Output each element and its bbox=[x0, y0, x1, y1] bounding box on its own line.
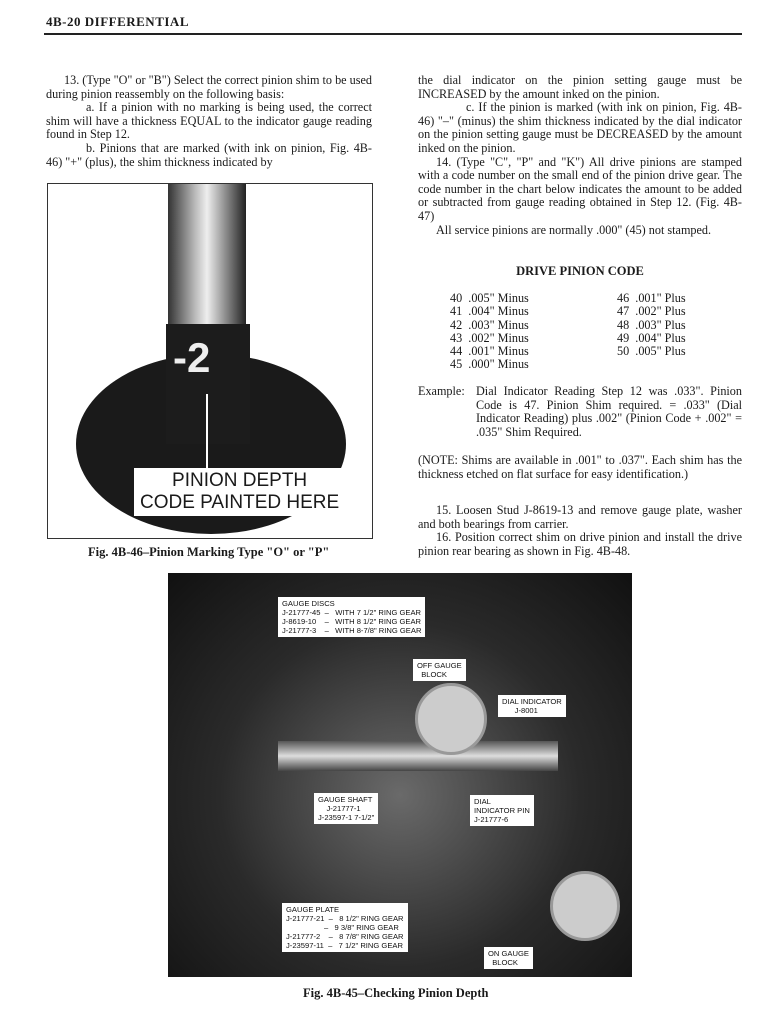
gauge-shaft bbox=[278, 741, 558, 771]
fig-4b-46-photo bbox=[47, 183, 373, 539]
step-13a: a. If a pinion with no marking is being used, the correct shim will have a thickness EQUAL to the indicator gauge reading found in Step 12. bbox=[46, 100, 372, 142]
on-gauge-dial bbox=[550, 871, 620, 941]
example-text: Dial Indicator Reading Step 12 was .033". Pinion Code is 47. Pinion Shim required. = .033" (Dial Indicator Reading) plus .002" (Pinion Code + .002" = .035" Shim Required. bbox=[476, 384, 742, 439]
label-box bbox=[134, 468, 345, 516]
step-14-note: All service pinions are normally .000" (45) not stamped. bbox=[436, 222, 712, 237]
example-label: Example: bbox=[418, 384, 465, 398]
code-row: 42 .003" Minus bbox=[450, 317, 529, 332]
left-column bbox=[46, 74, 372, 169]
code-row: 48 .003" Plus bbox=[617, 317, 686, 332]
step-15: 15. Loosen Stud J-8619-13 and remove gauge plate, washer and both bearings from carrier. bbox=[418, 503, 742, 531]
codes-plus bbox=[617, 292, 686, 358]
page-header: 4B-20 DIFFERENTIAL bbox=[46, 14, 189, 29]
fig-4b-45-photo bbox=[168, 573, 632, 977]
step-13: 13. (Type "O" or "B") Select the correct pinion shim to be used during pinion reassembly on the following basis: bbox=[46, 73, 372, 101]
step-13c: c. If the pinion is marked (with ink on pinion, Fig. 4B-46) "–" (minus) the shim thickness indicated by the dial indicator on the pinion setting gauge must be DECREASED by the amount inked on the pinion. bbox=[418, 100, 742, 155]
fig-4b-45-caption: Fig. 4B-45–Checking Pinion Depth bbox=[303, 986, 489, 1000]
code-row: 45 .000" Minus bbox=[450, 357, 529, 372]
step-16: 16. Position correct shim on drive pinion and install the drive pinion rear bearing as shown in Fig. 4B-48. bbox=[418, 530, 742, 558]
label-line-2: CODE PAINTED HERE bbox=[140, 492, 340, 513]
step-13b: b. Pinions that are marked (with ink on pinion, Fig. 4B-46) "+" (plus), the shim thickness indicated by bbox=[46, 140, 372, 169]
header-rule bbox=[44, 33, 742, 35]
code-row: 44 .001" Minus bbox=[450, 344, 529, 359]
right-column bbox=[418, 74, 742, 237]
label-on-gauge-block: ON GAUGE BLOCK bbox=[484, 947, 533, 969]
step-14: 14. (Type "C", "P" and "K") All drive pinions are stamped with a code number on the small end of the pinion drive gear. The code number in the chart below indicates the amount to be added or subtracted from gauge reading obtained in Step 12. (Fig. 4B-47) bbox=[418, 154, 742, 223]
step-13b-cont: the dial indicator on the pinion setting gauge must be INCREASED by the amount inked on the pinion. bbox=[418, 73, 742, 101]
dial-indicator-gauge bbox=[415, 683, 487, 755]
label-gauge-plate: GAUGE PLATE J-21777-21 – 8 1/2" RING GEAR – 9 3/8" RING GEAR J-21777-2 – 8 7/8" RING GEAR J-23597-11 – 7 1/2" RING GEAR bbox=[282, 903, 408, 952]
shim-note: (NOTE: Shims are available in .001" to .037". Each shim has the thickness etched on flat surface for easy identification.) bbox=[418, 453, 742, 481]
label-off-gauge-block: OFF GAUGE BLOCK bbox=[413, 659, 466, 681]
painted-code: -2 bbox=[173, 334, 211, 381]
steps-15-16 bbox=[418, 504, 742, 558]
label-line-1: PINION DEPTH bbox=[172, 470, 308, 491]
fig-4b-46-caption: Fig. 4B-46–Pinion Marking Type "O" or "P" bbox=[88, 545, 330, 559]
code-row: 50 .005" Plus bbox=[617, 344, 686, 359]
label-gauge-discs: GAUGE DISCS J-21777-45 – WITH 7 1/2" RING GEAR J-8619-10 – WITH 8 1/2" RING GEAR J-21777-3 – WITH 8-7/8" RING GEAR bbox=[278, 597, 425, 637]
label-dial-indicator: DIAL INDICATOR J-8001 bbox=[498, 695, 566, 717]
codes-minus bbox=[450, 292, 529, 372]
label-dial-indicator-pin: DIAL INDICATOR PIN J-21777-6 bbox=[470, 795, 534, 826]
label-gauge-shaft: GAUGE SHAFT J-21777-1 J-23597-1 7-1/2" bbox=[314, 793, 378, 824]
code-row: 40 .005" Minus bbox=[450, 291, 529, 305]
table-title: DRIVE PINION CODE bbox=[516, 264, 644, 278]
code-row: 43 .002" Minus bbox=[450, 330, 529, 345]
code-row: 47 .002" Plus bbox=[617, 304, 686, 319]
code-row: 46 .001" Plus bbox=[617, 291, 686, 305]
code-row: 49 .004" Plus bbox=[617, 330, 686, 345]
code-row: 41 .004" Minus bbox=[450, 304, 529, 319]
